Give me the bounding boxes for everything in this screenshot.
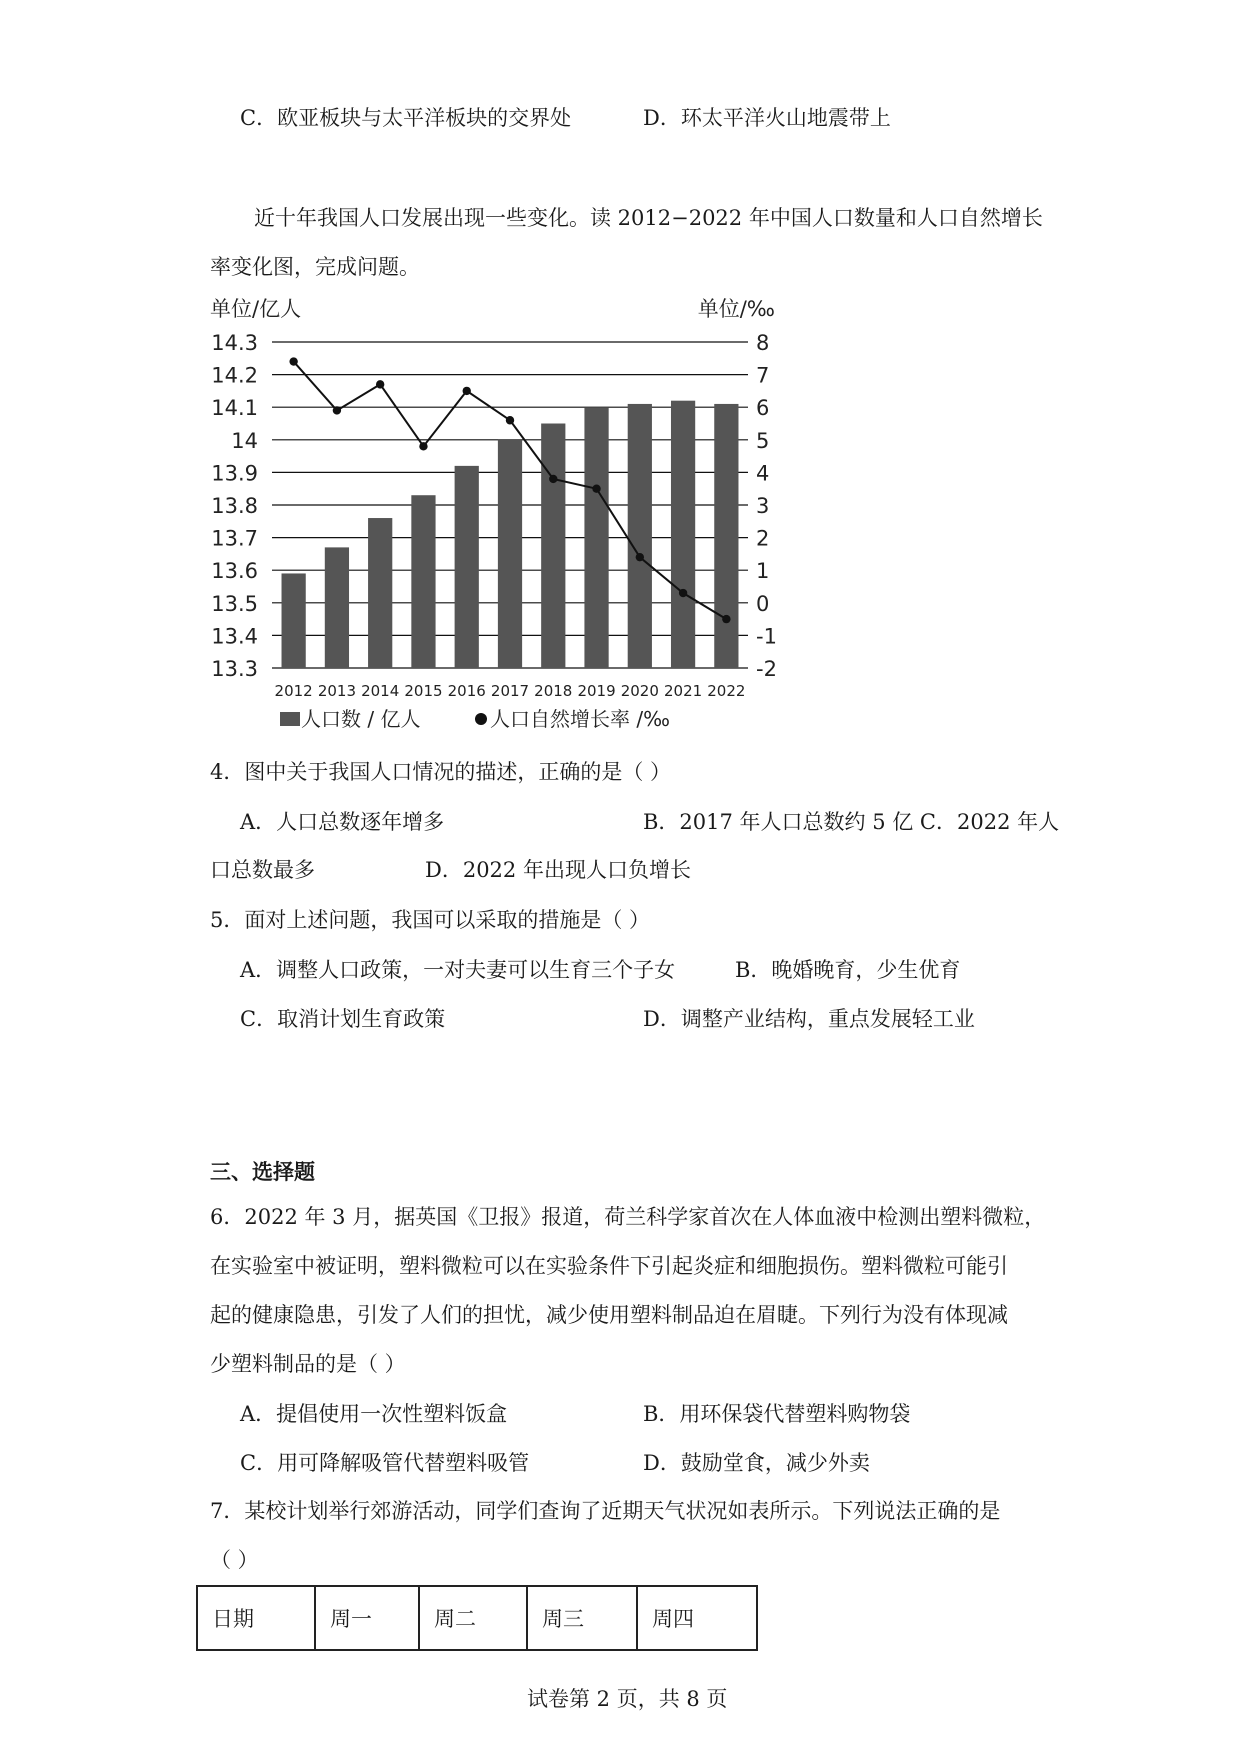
q6-line-2: 在实验室中被证明，塑料微粒可以在实验条件下引起炎症和细胞损伤。塑料微粒可能引 (210, 1254, 1008, 1278)
left-axis-unit: 单位/亿人 (210, 297, 302, 321)
right-tick-label: -1 (756, 624, 777, 649)
left-tick-label: 14 (231, 428, 258, 453)
x-tick-label: 2012 (274, 682, 313, 700)
right-tick-label: 4 (756, 461, 770, 486)
q4-option-b-c: B．2017 年人口总数约 5 亿 C．2022 年人 (643, 810, 1060, 834)
left-tick-label: 13.3 (211, 657, 258, 681)
growth-rate-point (722, 615, 730, 623)
population-bar (325, 547, 349, 668)
population-bar (541, 424, 565, 669)
growth-rate-point (333, 406, 341, 414)
x-tick-label: 2016 (447, 682, 486, 700)
growth-rate-point (289, 357, 297, 365)
q6-option-b: B．用环保袋代替塑料购物袋 (643, 1402, 911, 1426)
x-tick-label: 2015 (404, 682, 443, 700)
intro-line-2: 率变化图，完成问题。 (210, 255, 420, 279)
population-bar (714, 404, 738, 668)
x-tick-label: 2017 (490, 682, 530, 700)
intro-line-1: 近十年我国人口发展出现一些变化。读 2012−2022 年中国人口数量和人口自然增长 (254, 206, 1043, 230)
right-tick-label: -2 (756, 657, 777, 681)
x-tick-label: 2022 (707, 682, 746, 700)
q5-option-d: D．调整产业结构，重点发展轻工业 (643, 1007, 975, 1031)
x-tick-label: 2020 (620, 682, 659, 700)
q4-stem: 4．图中关于我国人口情况的描述，正确的是（ ） (210, 760, 672, 784)
population-bar (498, 440, 522, 668)
q6-option-d: D．鼓励堂食，减少外卖 (643, 1451, 870, 1475)
q6-line-3: 起的健康隐患，引发了人们的担忧，减少使用塑料制品迫在眉睫。下列行为没有体现减 (210, 1303, 1008, 1327)
population-bar (455, 466, 479, 668)
population-chart (200, 294, 780, 734)
x-tick-label: 2014 (361, 682, 400, 700)
right-tick-label: 5 (756, 428, 770, 453)
legend-bar-label: 人口数 / 亿人 (301, 707, 421, 731)
q4-option-a: A．人口总数逐年增多 (240, 810, 445, 834)
right-tick-label: 6 (756, 396, 770, 421)
population-bar (411, 495, 435, 668)
right-tick-label: 3 (756, 494, 770, 518)
x-tick-label: 2013 (317, 682, 357, 700)
right-axis-unit: 单位/‰ (697, 297, 775, 321)
growth-rate-point (636, 553, 644, 561)
q5-option-b: B．晚婚晚育，少生优育 (735, 958, 961, 982)
population-bar (584, 407, 608, 668)
growth-rate-point (592, 485, 600, 493)
q6-line-1: 6．2022 年 3 月，据英国《卫报》报道，荷兰科学家首次在人体血液中检测出塑料微粒， (210, 1205, 1046, 1229)
weather-table (196, 1585, 758, 1651)
left-tick-label: 14.3 (211, 331, 258, 355)
q7-line-2: （ ） (210, 1548, 259, 1572)
q6-line-4: 少塑料制品的是（ ） (210, 1352, 406, 1376)
table-row (197, 1586, 757, 1650)
growth-rate-point (419, 442, 427, 450)
q5-option-c: C．取消计划生育政策 (240, 1007, 446, 1031)
table-header-cell: 周二 (419, 1586, 527, 1650)
left-tick-label: 14.2 (211, 363, 258, 388)
table-header-cell: 周四 (637, 1586, 757, 1650)
population-bar (368, 518, 392, 668)
q3-option-d: D．环太平洋火山地震带上 (643, 106, 891, 130)
q6-option-a: A．提倡使用一次性塑料饭盒 (240, 1402, 508, 1426)
right-tick-label: 8 (756, 331, 770, 355)
legend-bar-swatch (280, 712, 300, 726)
table-header-cell: 周三 (527, 1586, 637, 1650)
x-tick-label: 2021 (663, 682, 703, 700)
legend-line-swatch (475, 713, 487, 725)
page-footer: 试卷第 2 页，共 8 页 (527, 1687, 728, 1711)
right-tick-label: 2 (756, 526, 770, 551)
q5-stem: 5．面对上述问题，我国可以采取的措施是（ ） (210, 908, 651, 932)
q6-option-c: C．用可降解吸管代替塑料吸管 (240, 1451, 530, 1475)
left-tick-label: 13.8 (211, 494, 258, 518)
growth-rate-point (549, 475, 557, 483)
legend-line-label: 人口自然增长率 /‰ (490, 707, 670, 731)
section-title: 三、选择题 (210, 1159, 315, 1184)
left-tick-label: 13.9 (211, 461, 258, 486)
growth-rate-point (463, 387, 471, 395)
left-tick-label: 13.7 (211, 526, 258, 551)
table-header-cell: 周一 (315, 1586, 419, 1650)
left-tick-label: 13.4 (211, 624, 258, 649)
population-bar (628, 404, 652, 668)
q4-option-d: D．2022 年出现人口负增长 (425, 858, 691, 882)
left-tick-label: 14.1 (211, 396, 258, 421)
q4-option-c-cont: 口总数最多 (210, 858, 315, 882)
left-tick-label: 13.6 (211, 559, 258, 584)
q5-option-a: A．调整人口政策，一对夫妻可以生育三个子女 (240, 958, 676, 982)
population-bar (671, 401, 695, 668)
growth-rate-point (506, 416, 514, 424)
right-tick-label: 7 (756, 363, 770, 388)
right-tick-label: 0 (756, 591, 770, 616)
q7-line-1: 7．某校计划举行郊游活动，同学们查询了近期天气状况如表所示。下列说法正确的是 (210, 1499, 1001, 1523)
q3-option-c: C．欧亚板块与太平洋板块的交界处 (240, 106, 572, 130)
x-tick-label: 2018 (534, 682, 573, 700)
right-tick-label: 1 (756, 559, 770, 584)
x-tick-label: 2019 (577, 682, 616, 700)
table-header-cell: 日期 (197, 1586, 315, 1650)
growth-rate-point (679, 589, 687, 597)
growth-rate-point (376, 380, 384, 388)
left-tick-label: 13.5 (211, 591, 258, 616)
population-bar (282, 573, 306, 668)
